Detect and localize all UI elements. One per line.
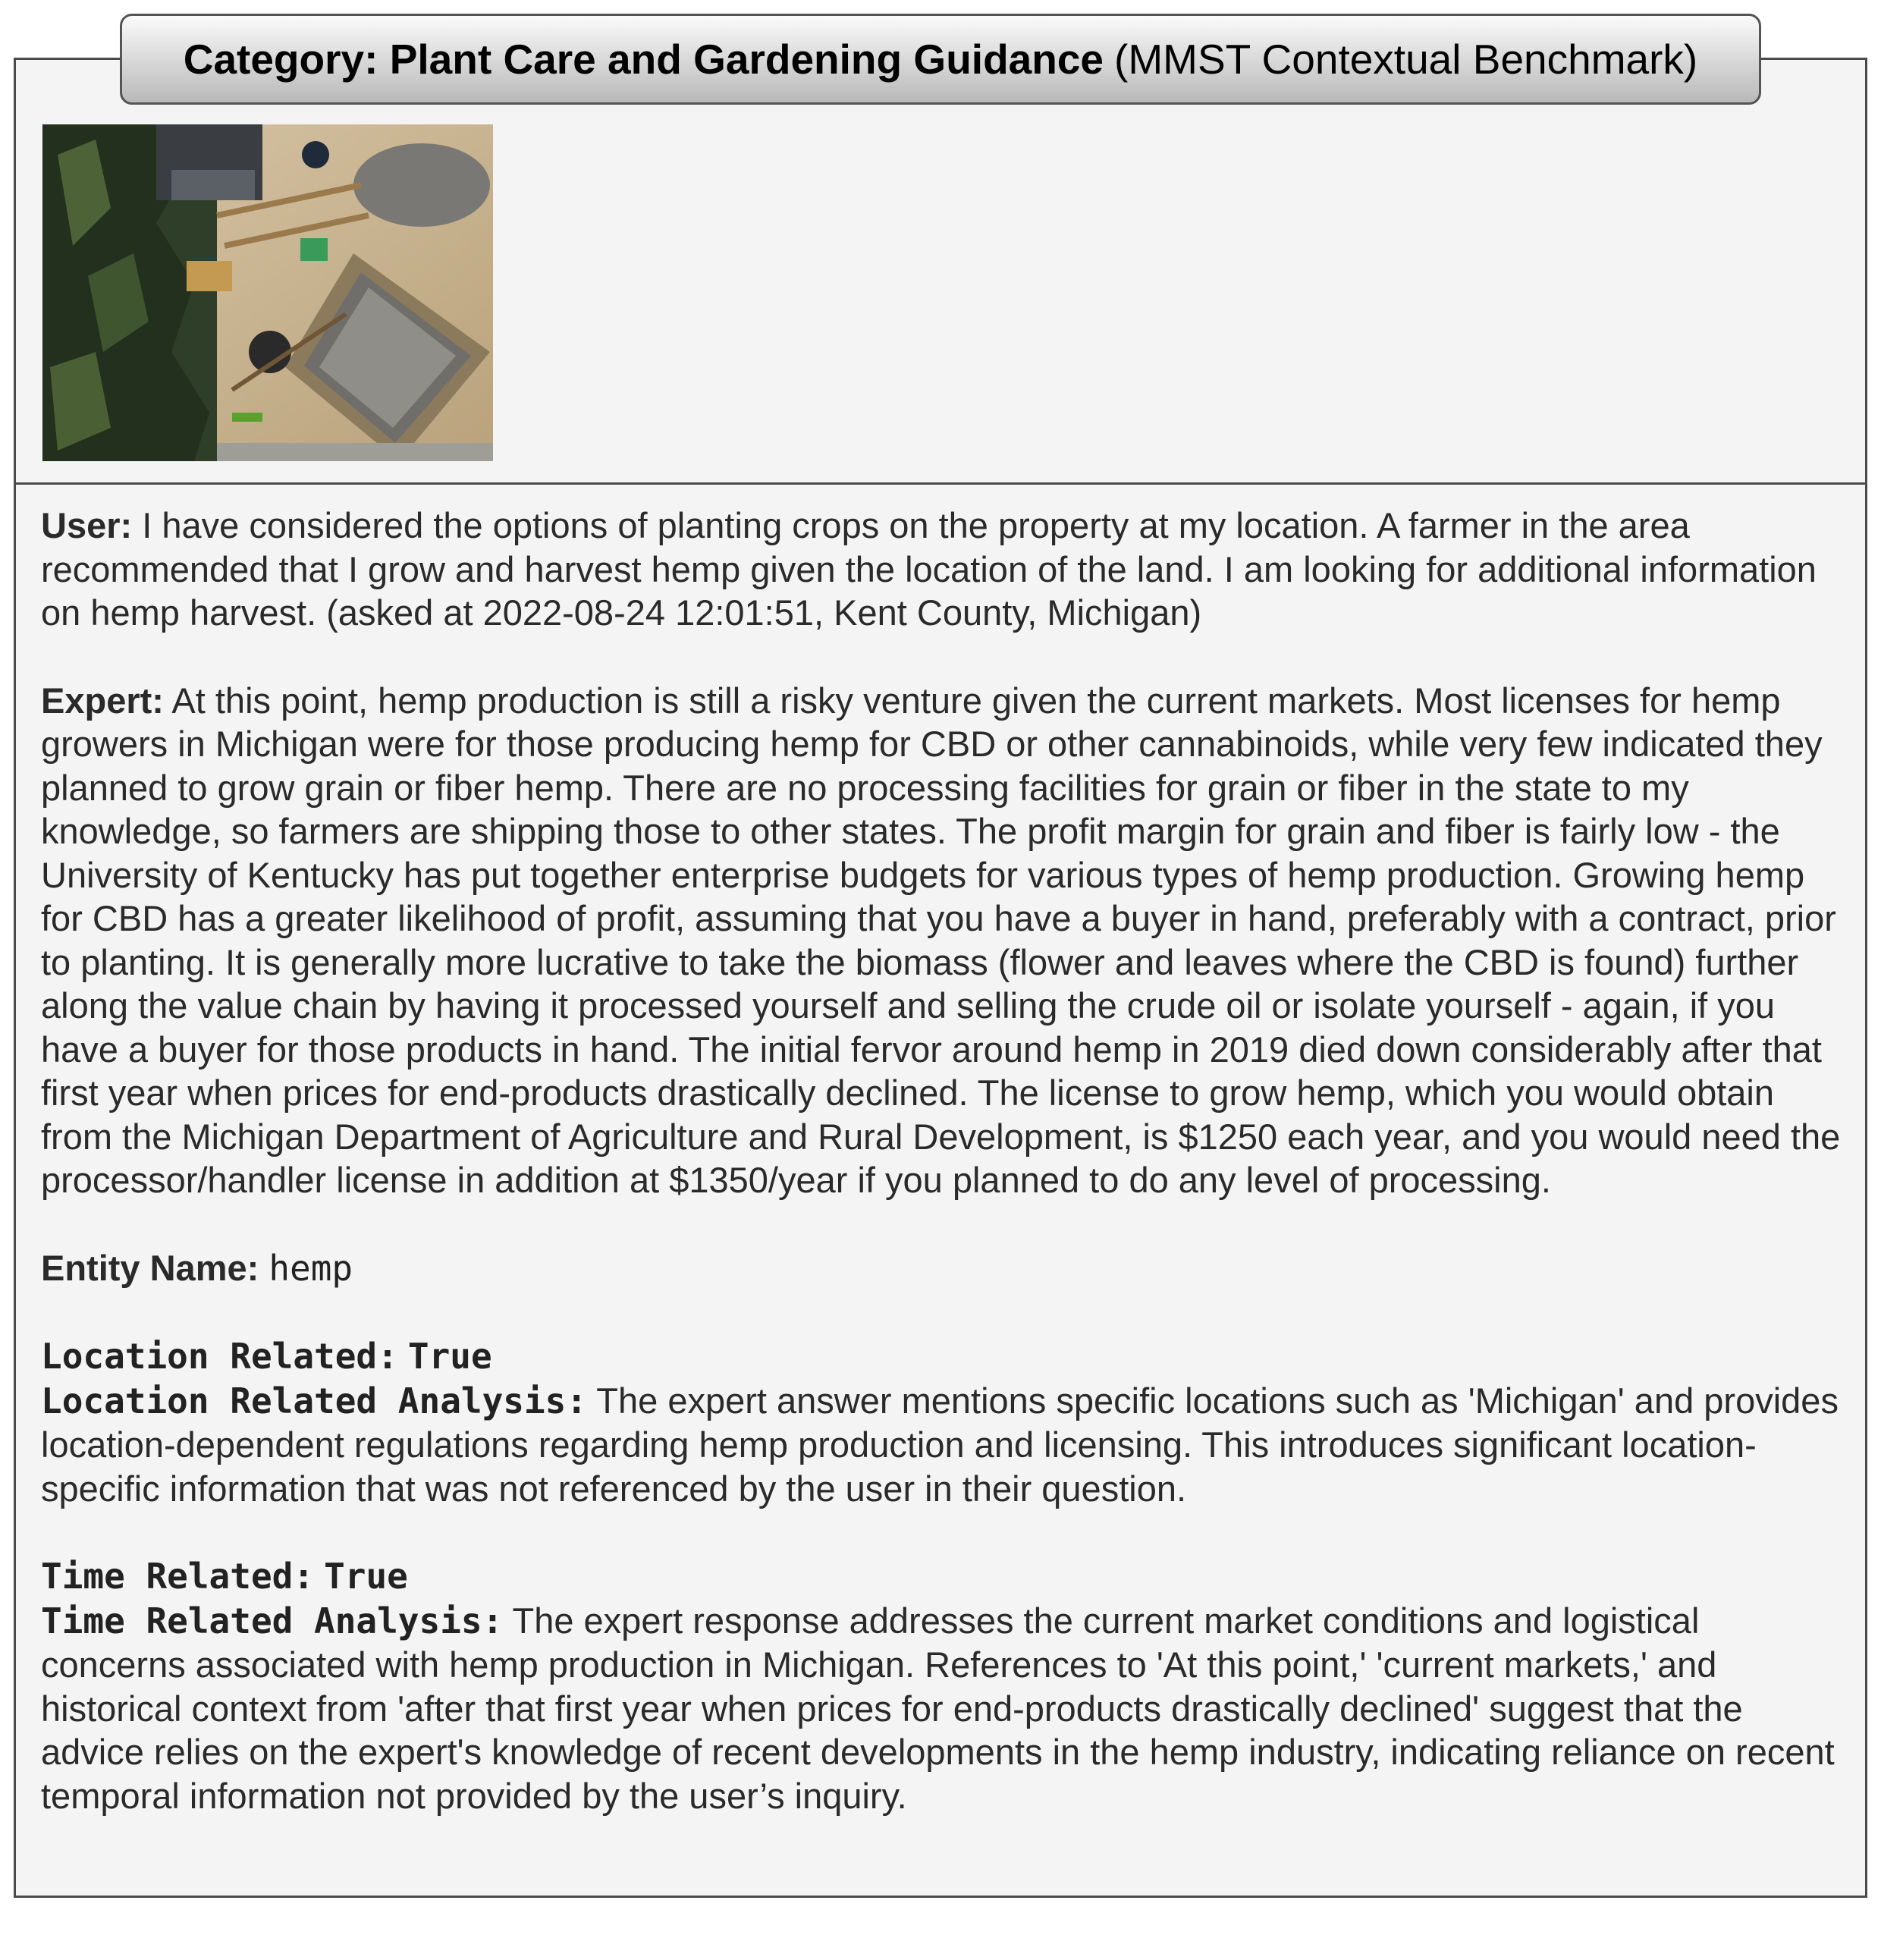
benchmark-label: (MMST Contextual Benchmark) [1114, 36, 1698, 83]
entity-label: Entity Name: [41, 1247, 259, 1288]
entity-value: hemp [268, 1247, 353, 1289]
time-analysis-paragraph [41, 1599, 1846, 1818]
time-analysis-label: Time Related Analysis: [41, 1600, 504, 1641]
user-paragraph [41, 504, 1846, 635]
location-related-value: True [407, 1336, 492, 1377]
location-analysis-paragraph [41, 1379, 1846, 1511]
time-analysis-text: The expert response addresses the current market conditions and logistical concerns associated with hemp production in Michigan. References to 'At this point,' 'current markets,' and historical context from 'after that first year when prices for end-products drastically declined' suggest that the advice relies on the expert's knowledge of recent developments in the hemp industry, indicating reliance on recent temporal information not provided by the user’s inquiry. [41, 1600, 1835, 1816]
location-related-line [41, 1334, 1846, 1379]
dialogue-content [41, 504, 1846, 1817]
expert-text: At this point, hemp production is still a risky venture given the current markets. Most licenses for hemp growers in Michigan were for those producing hemp for CBD or other cannabinoids, while very few indicated they planned to grow grain or fiber hemp. There are no processing facilities for grain or fiber in the state to my knowledge, so farmers are shipping those to other states. The profit margin for grain and fiber is fairly low - the University of Kentucky has put together enterprise budgets for various types of hemp production. Growing hemp for CBD has a greater likelihood of profit, assuming that you have a buyer in hand, preferably with a contract, prior to planting. It is generally more lucrative to take the biomass (flower and leaves where the CBD is found) further along the value chain by having it processed yourself and selling the crude oil or isolate yourself - again, if you have a buyer for those products in hand. The initial fervor around hemp in 2019 died down considerably after that first year when prices for end-products drastically declined. The license to grow hemp, which you would obtain from the Michigan Department of Agriculture and Rural Development, is $1250 each year, and you would need the processor/handler license in addition at $1350/year if you planned to do any level of processing. [41, 680, 1841, 1200]
expert-label: Expert: [41, 680, 164, 721]
category-title [120, 14, 1761, 105]
user-text: I have considered the options of planting crops on the property at my location. A farmer in the area recommended that I grow and harvest hemp given the location of the land. I am looking for additional information on hemp harvest. (asked at 2022-08-24 12:01:51, Kent County, Michigan) [41, 505, 1817, 633]
category-label: Category: Plant Care and Gardening Guidance [183, 36, 1104, 83]
photo-illustration [42, 124, 493, 461]
expert-paragraph [41, 679, 1846, 1202]
location-related-label: Location Related: [41, 1336, 398, 1377]
time-related-line [41, 1554, 1846, 1599]
entity-line [41, 1246, 1846, 1291]
user-label: User: [41, 505, 133, 545]
section-divider [14, 482, 1867, 485]
property-photo [42, 124, 493, 461]
location-analysis-text: The expert answer mentions specific locations such as 'Michigan' and provides location-dependent regulations regarding hemp production and licensing. This introduces significant location-specific information that was not referenced by the user in their question. [41, 1380, 1839, 1509]
location-analysis-label: Location Related Analysis: [41, 1380, 588, 1421]
time-related-label: Time Related: [41, 1556, 315, 1597]
time-related-value: True [324, 1556, 408, 1597]
